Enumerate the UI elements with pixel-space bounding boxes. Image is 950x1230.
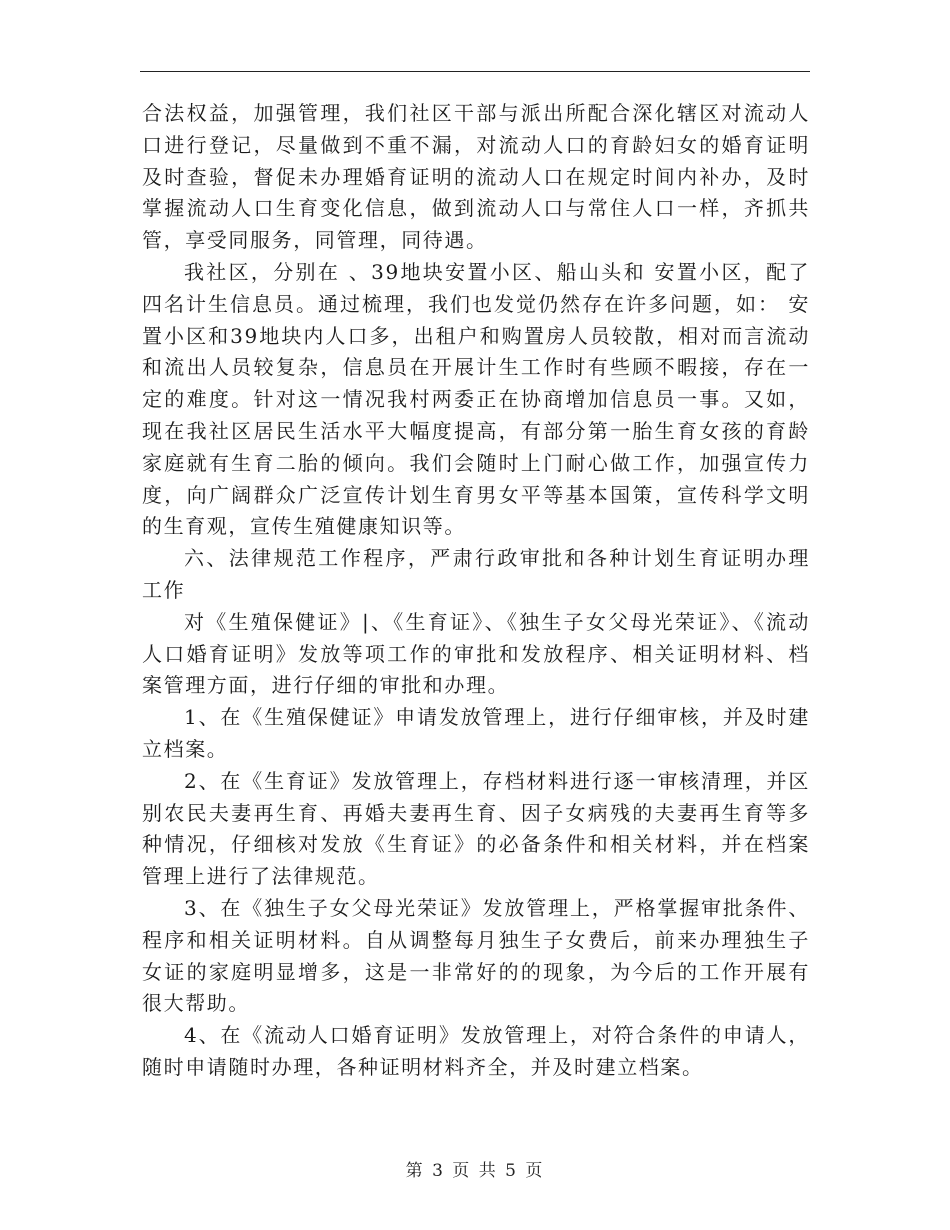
- paragraph-info-staff: 我社区，分别在 、39地块安置小区、船山头和 安置小区，配了四名计生信息员。通过梳理，我们也发觉仍然存在许多问题，如： 安置小区和39地块内人口多，出租户和购置房人员较散，相对而言流动和流出人员较复杂，信息员在开展计生工作时有些顾不暇接，存在一定的难度。针对这一情况我村两委正在协商增加信息员一事。又如，现在我社区居民生活水平大幅度提高，有部分第一胎生育女孩的育龄家庭就有生育二胎的倾向。我们会随时上门耐心做工作，加强宣传力度，向广阔群众广泛宣传计划生育男女平等基本国策，宣传科学文明的生育观，宣传生殖健康知识等。: [142, 259, 810, 539]
- list-item-1: 1、在《生殖保健证》申请发放管理上，进行仔细审核，并及时建立档案。: [142, 705, 810, 761]
- document-body: [142, 98, 810, 1084]
- paragraph-continuation: 合法权益，加强管理，我们社区干部与派出所配合深化辖区对流动人口进行登记，尽量做到不重不漏，对流动人口的育龄妇女的婚育证明及时查验，督促未办理婚育证明的流动人口在规定时间内补办，及时掌握流动人口生育变化信息，做到流动人口与常住人口一样，齐抓共管，享受同服务，同管理，同待遇。: [142, 101, 810, 253]
- section-heading-six: 六、法律规范工作程序，严肃行政审批和各种计划生育证明办理工作: [142, 546, 810, 602]
- list-item-3: 3、在《独生子女父母光荣证》发放管理上，严格掌握审批条件、程序和相关证明材料。自从调整每月独生子女费后，前来办理独生子女证的家庭明显增多，这是一非常好的的现象，为今后的工作开展有很大帮助。: [142, 895, 810, 1016]
- header-rule: [140, 71, 810, 72]
- paragraph-certificates: 对《生殖保健证》|、《生育证》、《独生子女父母光荣证》、《流动人口婚育证明》发放等项工作的审批和发放程序、相关证明材料、档案管理方面，进行仔细的审批和办理。: [142, 609, 810, 698]
- list-item-4: 4、在《流动人口婚育证明》发放管理上，对符合条件的申请人，随时申请随时办理，各种证明材料齐全，并及时建立档案。: [142, 1023, 810, 1079]
- list-item-2: 2、在《生育证》发放管理上，存档材料进行逐一审核清理，并区别农民夫妻再生育、再婚夫妻再生育、因子女病残的夫妻再生育等多种情况，仔细核对发放《生育证》的必备条件和相关材料，并在档案管理上进行了法律规范。: [142, 768, 810, 889]
- page-number-footer: 第 3 页 共 5 页: [405, 1161, 545, 1181]
